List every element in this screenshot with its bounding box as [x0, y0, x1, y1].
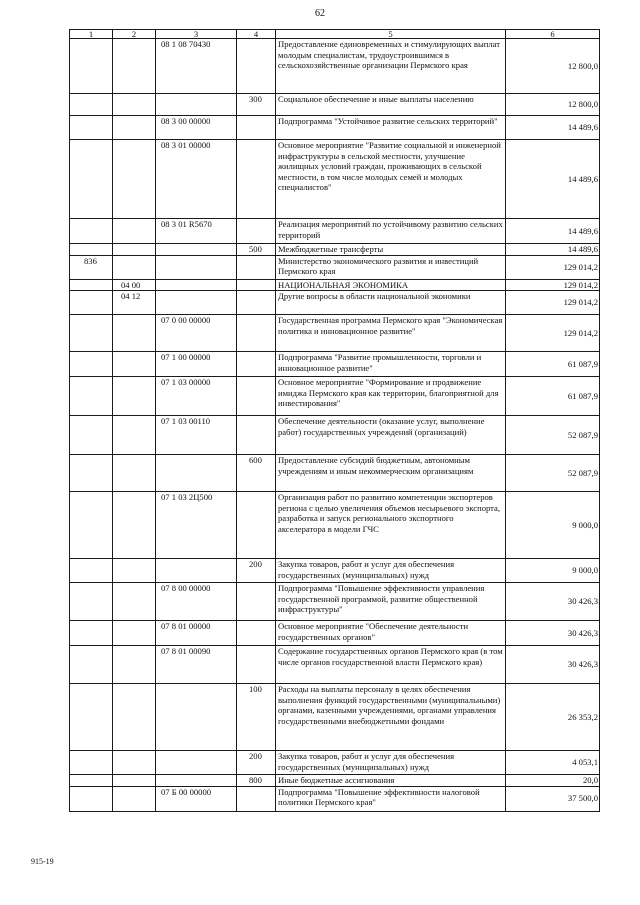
department-code-cell: [70, 492, 113, 559]
amount-cell: 30 426,3: [506, 583, 600, 621]
department-code-cell: [70, 583, 113, 621]
amount-cell: 12 800,0: [506, 94, 600, 116]
department-code-cell: [70, 751, 113, 775]
section-code-cell: [113, 416, 156, 455]
expense-type-cell: [237, 279, 276, 291]
expense-type-cell: [237, 140, 276, 219]
item-name-cell: Другие вопросы в области национальной экономики: [276, 291, 506, 315]
target-article-cell: 07 1 00 00000: [156, 352, 237, 377]
table-row: [70, 583, 600, 621]
table-row: [70, 786, 600, 811]
item-name-cell: Основное мероприятие "Формирование и продвижение имиджа Пермского края как территории, благоприятной для инвестирования": [276, 377, 506, 416]
item-name-cell: Подпрограмма "Повышение эффективности налоговой политики Пермского края": [276, 786, 506, 811]
column-header: 5: [276, 30, 506, 39]
target-article-cell: 08 3 01 R5670: [156, 219, 237, 244]
amount-cell: 30 426,3: [506, 621, 600, 646]
column-header: 6: [506, 30, 600, 39]
section-code-cell: [113, 786, 156, 811]
item-name-cell: Предоставление единовременных и стимулирующих выплат молодым специалистам, трудоустроившимся в сельскохозяйственные организации Пермского края: [276, 39, 506, 94]
amount-cell: 61 087,9: [506, 377, 600, 416]
item-name-cell: Закупка товаров, работ и услуг для обеспечения государственных (муниципальных) нужд: [276, 751, 506, 775]
footer-document-code: 915-19: [31, 857, 54, 866]
section-code-cell: [113, 116, 156, 140]
section-code-cell: [113, 455, 156, 492]
item-name-cell: НАЦИОНАЛЬНАЯ ЭКОНОМИКА: [276, 279, 506, 291]
target-article-cell: 07 8 01 00090: [156, 646, 237, 684]
item-name-cell: Основное мероприятие "Обеспечение деятельности государственных органов": [276, 621, 506, 646]
table-row: [70, 315, 600, 352]
amount-cell: 129 014,2: [506, 255, 600, 279]
expense-type-cell: [237, 116, 276, 140]
budget-table: [69, 29, 600, 812]
department-code-cell: [70, 116, 113, 140]
expense-type-cell: [237, 621, 276, 646]
target-article-cell: [156, 455, 237, 492]
table-row: [70, 352, 600, 377]
section-code-cell: [113, 352, 156, 377]
department-code-cell: [70, 352, 113, 377]
table-row: [70, 416, 600, 455]
target-article-cell: [156, 255, 237, 279]
department-code-cell: [70, 786, 113, 811]
section-code-cell: [113, 315, 156, 352]
expense-type-cell: [237, 377, 276, 416]
amount-cell: 14 489,6: [506, 116, 600, 140]
section-code-cell: [113, 751, 156, 775]
section-code-cell: [113, 583, 156, 621]
table-row: [70, 244, 600, 256]
expense-type-cell: 200: [237, 559, 276, 583]
table-row: [70, 279, 600, 291]
table-row: [70, 94, 600, 116]
item-name-cell: Иные бюджетные ассигнования: [276, 775, 506, 787]
department-code-cell: [70, 621, 113, 646]
expense-type-cell: [237, 583, 276, 621]
table-row: [70, 455, 600, 492]
section-code-cell: [113, 94, 156, 116]
target-article-cell: [156, 94, 237, 116]
department-code-cell: [70, 279, 113, 291]
item-name-cell: Министерство экономического развития и инвестиций Пермского края: [276, 255, 506, 279]
department-code-cell: [70, 140, 113, 219]
amount-cell: 61 087,9: [506, 352, 600, 377]
target-article-cell: 07 1 03 00110: [156, 416, 237, 455]
item-name-cell: Обеспечение деятельности (оказание услуг, выполнение работ) государственных учреждений (организаций): [276, 416, 506, 455]
table-row: [70, 39, 600, 94]
department-code-cell: [70, 775, 113, 787]
section-code-cell: 04 00: [113, 279, 156, 291]
section-code-cell: [113, 219, 156, 244]
section-code-cell: 04 12: [113, 291, 156, 315]
amount-cell: 129 014,2: [506, 291, 600, 315]
section-code-cell: [113, 244, 156, 256]
department-code-cell: [70, 416, 113, 455]
item-name-cell: Расходы на выплаты персоналу в целях обеспечения выполнения функций государственными (муниципальными) органами, казенными учреждениями, органами управления государственными внебюджетными фондами: [276, 684, 506, 751]
item-name-cell: Организация работ по развитию компетенции экспортеров региона с целью увеличения объемов несырьевого экспорта, разработка и запуск регионального экспортного акселератора в модели ГЧС: [276, 492, 506, 559]
table-row: [70, 646, 600, 684]
expense-type-cell: 100: [237, 684, 276, 751]
table-row: [70, 559, 600, 583]
column-header: 3: [156, 30, 237, 39]
expense-type-cell: 200: [237, 751, 276, 775]
amount-cell: 20,0: [506, 775, 600, 787]
department-code-cell: [70, 219, 113, 244]
expense-type-cell: [237, 255, 276, 279]
column-header: 1: [70, 30, 113, 39]
target-article-cell: [156, 751, 237, 775]
department-code-cell: [70, 646, 113, 684]
target-article-cell: 08 1 08 70430: [156, 39, 237, 94]
column-header: 4: [237, 30, 276, 39]
department-code-cell: [70, 39, 113, 94]
item-name-cell: Закупка товаров, работ и услуг для обеспечения государственных (муниципальных) нужд: [276, 559, 506, 583]
amount-cell: 4 053,1: [506, 751, 600, 775]
section-code-cell: [113, 255, 156, 279]
item-name-cell: Подпрограмма "Развитие промышленности, торговли и инновационное развитие": [276, 352, 506, 377]
item-name-cell: Реализация мероприятий по устойчивому развитию сельских территорий: [276, 219, 506, 244]
item-name-cell: Социальное обеспечение и иные выплаты населению: [276, 94, 506, 116]
expense-type-cell: 300: [237, 94, 276, 116]
section-code-cell: [113, 775, 156, 787]
target-article-cell: 07 1 03 2Ц500: [156, 492, 237, 559]
amount-cell: 14 489,6: [506, 219, 600, 244]
amount-cell: 129 014,2: [506, 315, 600, 352]
table-row: [70, 621, 600, 646]
amount-cell: 26 353,2: [506, 684, 600, 751]
table-row: [70, 255, 600, 279]
target-article-cell: 08 3 00 00000: [156, 116, 237, 140]
target-article-cell: [156, 684, 237, 751]
target-article-cell: 07 8 00 00000: [156, 583, 237, 621]
table-row: [70, 140, 600, 219]
amount-cell: 129 014,2: [506, 279, 600, 291]
expense-type-cell: [237, 352, 276, 377]
table-row: [70, 377, 600, 416]
target-article-cell: 07 1 03 00000: [156, 377, 237, 416]
expense-type-cell: [237, 39, 276, 94]
target-article-cell: 07 0 00 00000: [156, 315, 237, 352]
expense-type-cell: [237, 291, 276, 315]
amount-cell: 9 000,0: [506, 492, 600, 559]
expense-type-cell: [237, 315, 276, 352]
department-code-cell: [70, 315, 113, 352]
expense-type-cell: [237, 416, 276, 455]
item-name-cell: Межбюджетные трансферты: [276, 244, 506, 256]
section-code-cell: [113, 492, 156, 559]
column-header: 2: [113, 30, 156, 39]
section-code-cell: [113, 621, 156, 646]
expense-type-cell: [237, 219, 276, 244]
department-code-cell: [70, 377, 113, 416]
page-number: 62: [315, 8, 325, 19]
table-row: [70, 219, 600, 244]
target-article-cell: 07 Б 00 00000: [156, 786, 237, 811]
item-name-cell: Подпрограмма "Устойчивое развитие сельских территорий": [276, 116, 506, 140]
amount-cell: 52 087,9: [506, 416, 600, 455]
item-name-cell: Предоставление субсидий бюджетным, автономным учреждениям и иным некоммерческим организациям: [276, 455, 506, 492]
department-code-cell: [70, 291, 113, 315]
amount-cell: 52 087,9: [506, 455, 600, 492]
item-name-cell: Подпрограмма "Повышение эффективности управления государственной программой, развитие общественной инфраструктуры": [276, 583, 506, 621]
target-article-cell: [156, 279, 237, 291]
table-row: [70, 116, 600, 140]
item-name-cell: Содержание государственных органов Пермского края (в том числе органов государственной власти Пермского края): [276, 646, 506, 684]
amount-cell: 9 000,0: [506, 559, 600, 583]
table-row: [70, 751, 600, 775]
department-code-cell: [70, 455, 113, 492]
section-code-cell: [113, 646, 156, 684]
section-code-cell: [113, 140, 156, 219]
target-article-cell: [156, 775, 237, 787]
amount-cell: 14 489,6: [506, 244, 600, 256]
column-number-row: [70, 30, 600, 39]
department-code-cell: 836: [70, 255, 113, 279]
expense-type-cell: [237, 646, 276, 684]
department-code-cell: [70, 684, 113, 751]
section-code-cell: [113, 559, 156, 583]
expense-type-cell: [237, 492, 276, 559]
table-row: [70, 775, 600, 787]
target-article-cell: [156, 559, 237, 583]
table-body: [70, 39, 600, 812]
amount-cell: 12 800,0: [506, 39, 600, 94]
expense-type-cell: [237, 786, 276, 811]
section-code-cell: [113, 377, 156, 416]
section-code-cell: [113, 684, 156, 751]
department-code-cell: [70, 94, 113, 116]
amount-cell: 14 489,6: [506, 140, 600, 219]
department-code-cell: [70, 559, 113, 583]
target-article-cell: 08 3 01 00000: [156, 140, 237, 219]
table-row: [70, 291, 600, 315]
department-code-cell: [70, 244, 113, 256]
table-row: [70, 492, 600, 559]
target-article-cell: [156, 291, 237, 315]
target-article-cell: 07 8 01 00000: [156, 621, 237, 646]
expense-type-cell: 600: [237, 455, 276, 492]
expense-type-cell: 500: [237, 244, 276, 256]
amount-cell: 37 500,0: [506, 786, 600, 811]
expense-type-cell: 800: [237, 775, 276, 787]
item-name-cell: Государственная программа Пермского края "Экономическая политика и инновационное развитие": [276, 315, 506, 352]
target-article-cell: [156, 244, 237, 256]
table-row: [70, 684, 600, 751]
section-code-cell: [113, 39, 156, 94]
item-name-cell: Основное мероприятие "Развитие социальной и инженерной инфраструктуры в сельской местности, улучшение жилищных условий граждан, проживающих в сельской местности, в том числе молодых семей и молодых специалистов": [276, 140, 506, 219]
amount-cell: 30 426,3: [506, 646, 600, 684]
